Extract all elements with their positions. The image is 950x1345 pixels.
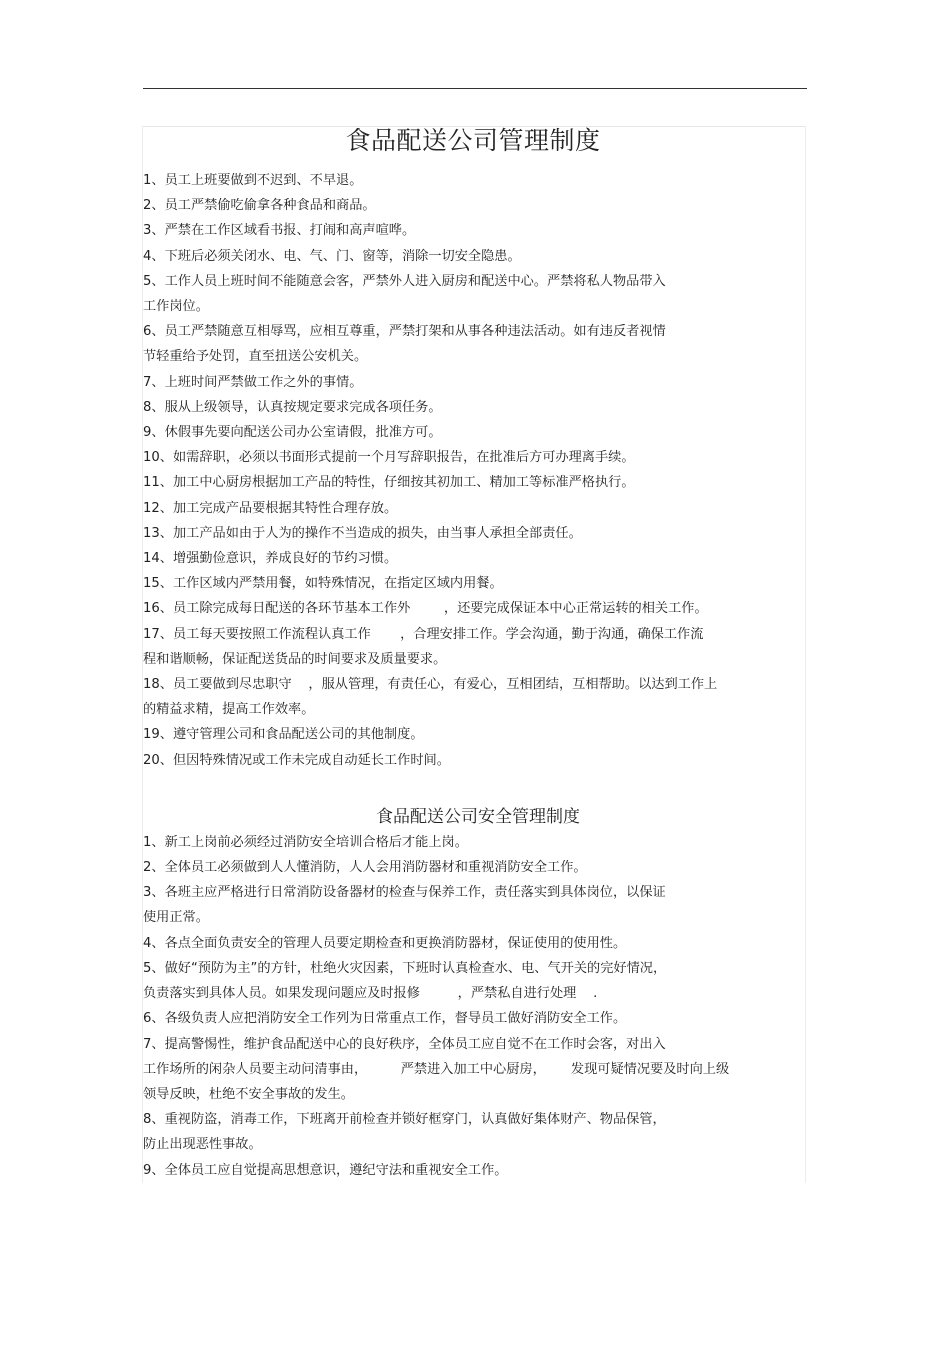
- rule-item: 11、加工中心厨房根据加工产品的特性，仔细按其初加工、精加工等标准严格执行。: [143, 475, 635, 491]
- safety-section-title: 食品配送公司安全管理制度: [376, 806, 580, 827]
- rule-item: 4、下班后必须关闭水、电、气、门、窗等，消除一切安全隐患。: [143, 248, 521, 264]
- main-title: 食品配送公司管理制度: [345, 126, 601, 155]
- rule-item: 15、工作区域内严禁用餐，如特殊情况，在指定区域内用餐。: [143, 576, 503, 592]
- rule-item: 6、各级负责人应把消防安全工作列为日常重点工作，督导员工做好消防安全工作。: [143, 1011, 627, 1027]
- rule-item: 19、遵守管理公司和食品配送公司的其他制度。: [143, 727, 424, 743]
- rule-item: 9、休假事先要向配送公司办公室请假，批准方可。: [143, 425, 442, 441]
- rule-item: 17、员工每天要按照工作流程认真工作 ，合理安排工作。学会沟通，勤于沟通，确保工作流 程和谐顺畅，保证配送货品的时间要求及质量要求。: [143, 626, 704, 667]
- rule-item: 14、增强勤俭意识，养成良好的节约习惯。: [143, 551, 398, 567]
- rule-item: 3、严禁在工作区域看书报、打闹和高声喧哗。: [143, 223, 416, 239]
- rule-item: 6、员工严禁随意互相辱骂，应相互尊重，严禁打架和从事各种违法活动。如有违反者视情 节轻重给予处罚，直至扭送公安机关。: [143, 324, 666, 365]
- rule-item: 9、全体员工应自觉提高思想意识，遵纪守法和重视安全工作。: [143, 1162, 508, 1178]
- safety-rules-list: [143, 830, 803, 1183]
- rule-item: 7、上班时间严禁做工作之外的事情。: [143, 374, 363, 390]
- rule-item: 7、提高警惕性，维护食品配送中心的良好秩序，全体员工应自觉不在工作时会客，对出入 工作场所的闲杂人员要主动问清事由， 严禁进入加工中心厨房， 发现可疑情况要及时向上级 领导反映，杜绝不安全事故的发生。: [143, 1036, 730, 1102]
- rule-item: 3、各班主应严格进行日常消防设备器材的检查与保养工作，责任落实到具体岗位，以保证 使用正常。: [143, 885, 666, 926]
- rule-item: 1、新工上岗前必须经过消防安全培训合格后才能上岗。: [143, 834, 468, 850]
- document-body: [143, 124, 803, 1183]
- rule-item: 4、各点全面负责安全的管理人员要定期检查和更换消防器材，保证使用的使用性。: [143, 935, 627, 951]
- rule-item: 5、做好“预防为主”的方针，杜绝火灾因素，下班时认真检查水、电、气开关的完好情况， 负责落实到具体人员。如果发现问题应及时报修 ，严禁私自进行处理 .: [143, 960, 667, 1002]
- rule-item: 18、员工要做到尽忠职守 ，服从管理，有责任心，有爱心，互相团结，互相帮助。以达到工作上 的精益求精，提高工作效率。: [143, 677, 718, 718]
- rule-item: 1、员工上班要做到不迟到、不早退。: [143, 173, 363, 188]
- rule-item: 5、工作人员上班时间不能随意会客，严禁外人进入厨房和配送中心。严禁将私人物品带入 工作岗位。: [143, 273, 666, 315]
- rule-item: 2、员工严禁偷吃偷拿各种食品和商品。: [143, 198, 376, 214]
- rule-item: 16、员工除完成每日配送的各环节基本工作外 ，还要完成保证本中心正常运转的相关工作。: [143, 601, 708, 617]
- rule-item: 20、但因特殊情况或工作未完成自动延长工作时间。: [143, 752, 450, 768]
- rule-item: 10、如需辞职，必须以书面形式提前一个月写辞职报告，在批准后方可办理离手续。: [143, 450, 635, 466]
- rule-item: 13、加工产品如由于人为的操作不当造成的损失，由当事人承担全部责任。: [143, 525, 582, 541]
- rule-item: 2、全体员工必须做到人人懂消防，人人会用消防器材和重视消防安全工作。: [143, 860, 587, 876]
- management-rules-list: [143, 168, 803, 773]
- section-spacer: [143, 773, 803, 805]
- rule-item: 8、重视防盗，消毒工作，下班离开前检查并锁好框穿门，认真做好集体财产、物品保管， 防止出现恶性事故。: [143, 1112, 666, 1153]
- header-rule: [143, 88, 807, 89]
- rule-item: 12、加工完成产品要根据其特性合理存放。: [143, 500, 398, 516]
- rule-item: 8、服从上级领导，认真按规定要求完成各项任务。: [143, 399, 442, 415]
